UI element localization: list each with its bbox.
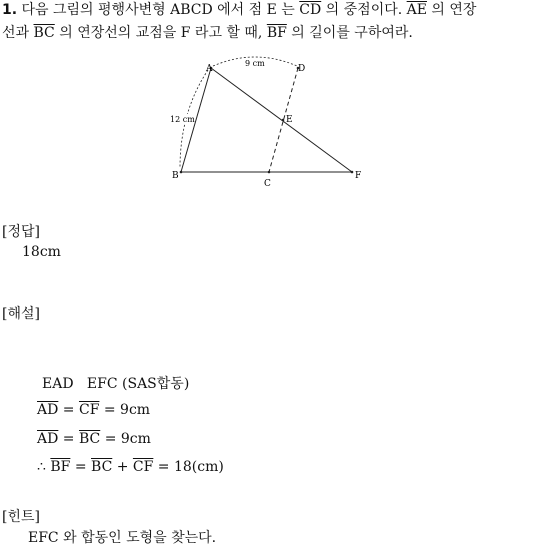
question-text-2a: 선과 <box>2 25 34 41</box>
explanation-heading: [해설] <box>2 306 40 322</box>
segment-cd: $\overline{CD}$ <box>299 2 322 18</box>
question-line-2 <box>2 21 413 46</box>
label-a: A <box>206 64 213 74</box>
line-af <box>211 68 352 172</box>
length-ab: 12 cm <box>170 115 195 124</box>
label-d: D <box>298 64 306 74</box>
hint-heading: [힌트] <box>2 509 40 525</box>
segment-ae: $\overline{AE}$ <box>406 2 427 18</box>
point-c <box>268 171 271 174</box>
value-2: = 9cm <box>100 431 151 447</box>
segment-bf: $\overline{BF}$ <box>266 25 287 41</box>
seg-bc-3: $\overline{BC}$ <box>91 459 113 475</box>
seg-ad-1: $\overline{AD}$ <box>37 402 59 418</box>
question-text-2b: 의 연장선의 교점을 F 라고 할 때, <box>54 25 267 41</box>
hint-text: EFC 와 합동인 도형을 찾는다. <box>28 530 217 546</box>
value-1: = 9cm <box>99 402 151 418</box>
question-text-1b: 의 중점이다. <box>321 2 407 18</box>
question-text-2c: 의 길이를 구하여라. <box>286 25 413 41</box>
point-e <box>282 119 285 122</box>
explanation-line-1 <box>42 373 189 393</box>
triangle-ead: EAD <box>42 376 74 392</box>
segment-bc: $\overline{BC}$ <box>33 25 55 41</box>
point-b <box>180 171 183 174</box>
explanation-line-4 <box>37 459 224 475</box>
seg-bf-3: $\overline{BF}$ <box>50 459 71 475</box>
seg-ad-2: $\overline{AD}$ <box>37 431 59 447</box>
answer-heading: [정답] <box>2 224 40 240</box>
equals-1: = <box>58 402 79 418</box>
seg-cf-3: $\overline{CF}$ <box>132 459 154 475</box>
value-3: = 18(cm) <box>153 459 224 475</box>
question-text-1c: 의 연장 <box>426 2 477 18</box>
point-f <box>351 171 354 174</box>
label-b: B <box>172 171 179 181</box>
question-text-1a: 다음 그림의 평행사변형 ABCD 에서 점 E 는 <box>21 2 300 18</box>
plus-sign: + <box>112 459 133 475</box>
answer-value: 18cm <box>22 244 61 260</box>
label-f: F <box>355 171 362 181</box>
seg-cf-1: $\overline{CF}$ <box>78 402 100 418</box>
equals-3: = <box>70 459 92 475</box>
length-ad: 9 cm <box>245 59 265 68</box>
label-e: E <box>286 115 293 125</box>
seg-bc-2: $\overline{BC}$ <box>78 431 101 447</box>
therefore-symbol: ∴ <box>37 459 51 475</box>
label-c: C <box>264 179 271 189</box>
equals-2: = <box>58 431 79 447</box>
question-line-1 <box>2 0 476 23</box>
explanation-line-2 <box>37 402 150 418</box>
geometry-figure <box>160 52 380 192</box>
question-number: 1. <box>2 2 18 18</box>
triangle-efc-sas: EFC (SAS합동) <box>86 376 190 392</box>
explanation-line-3 <box>37 431 151 447</box>
